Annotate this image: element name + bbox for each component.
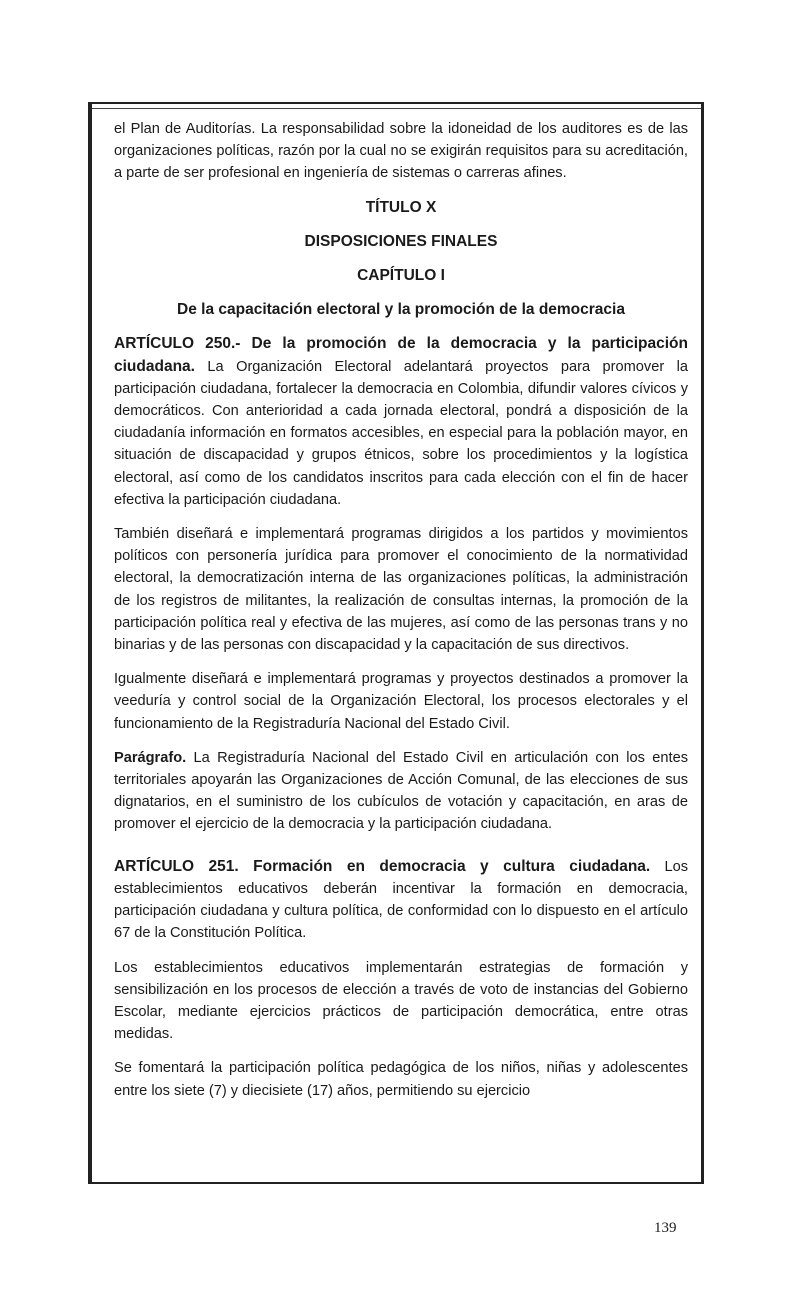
- spacer: [114, 848, 688, 856]
- paragrafo-text: La Registraduría Nacional del Estado Civil en articulación con los entes territoriales apoyarán las Organizaciones de Acción Comunal, de las elecciones de sus dignatarios, en el suministro de los cubículos de votación y capacitación, en aras de promover el ejercicio de la democracia y la participación ciudadana.: [114, 749, 688, 833]
- article-250-paragraph-1: [114, 333, 688, 511]
- page-number: 139: [654, 1220, 677, 1236]
- document-body: [114, 118, 688, 1114]
- chapter-subtitle: De la capacitación electoral y la promoción de la democracia: [177, 301, 625, 319]
- article-250-paragraph-3: Igualmente diseñará e implementará programas y proyectos destinados a promover la veeduría y control social de la Organización Electoral, los procesos electorales y el funcionamiento de la Registraduría Nacional del Estado Civil.: [114, 671, 688, 732]
- article-251-paragraph-1: [114, 856, 688, 945]
- paragrafo-label: Parágrafo.: [114, 749, 187, 766]
- title-heading: TÍTULO X: [365, 198, 437, 216]
- chapter-heading: CAPÍTULO I: [357, 267, 445, 285]
- frame-top-rule: [92, 108, 701, 109]
- article-250-text: La Organización Electoral adelantará proyectos para promover la participación ciudadana, fortalecer la democracia en Colombia, difundir valores cívicos y democráticos. Con anterioridad a cada jornada electoral, pondrá a disposición de la ciudadanía información en formatos accesibles, en especial para la población mayor, en situación de discapacidad y grupos étnicos, sobre los procedimientos y la logística electoral, así como de los candidatos inscritos para cada elección con el fin de hacer efectiva la participación ciudadana.: [114, 358, 688, 508]
- article-250-paragraph-2: También diseñará e implementará programas dirigidos a los partidos y movimientos políticos con personería jurídica para promover el conocimiento de la normatividad electoral, la democratización interna de las organizaciones políticas, la administración de los registros de militantes, la realización de consultas internas, la promoción de la participación política real y efectiva de las mujeres, así como de las personas trans y no binarias y de las personas con discapacidad y la capacitación de sus directivos.: [114, 526, 688, 654]
- section-heading: DISPOSICIONES FINALES: [304, 232, 498, 250]
- article-251-text: Los establecimientos educativos deberán incentivar la formación en democracia, participación ciudadana y cultura política, de conformidad con lo dispuesto en el artículo 67 de la Constitución Política.: [114, 858, 688, 942]
- article-251-title: ARTÍCULO 251. Formación en democracia y cultura ciudadana.: [114, 857, 651, 875]
- intro-paragraph: el Plan de Auditorías. La responsabilidad sobre la idoneidad de los auditores es de las organizaciones políticas, razón por la cual no se exigirán requisitos para su acreditación, a parte de ser profesional en ingeniería de sistemas o carreras afines.: [114, 121, 688, 182]
- article-250-title: ARTÍCULO 250.- De la promoción de la democracia y la participación ciudadana.: [114, 335, 688, 375]
- article-251-paragraph-3: Se fomentará la participación política pedagógica de los niños, niñas y adolescentes entre los siete (7) y diecisiete (17) años, permitiendo su ejercicio: [114, 1060, 688, 1099]
- article-251-paragraph-2: Los establecimientos educativos implementarán estrategias de formación y sensibilización en los procesos de elección a través de voto de instancias del Gobierno Escolar, mediante ejercicios prácticos de participación democrática, entre otras medidas.: [114, 959, 688, 1043]
- article-250-paragrafo: [114, 747, 688, 836]
